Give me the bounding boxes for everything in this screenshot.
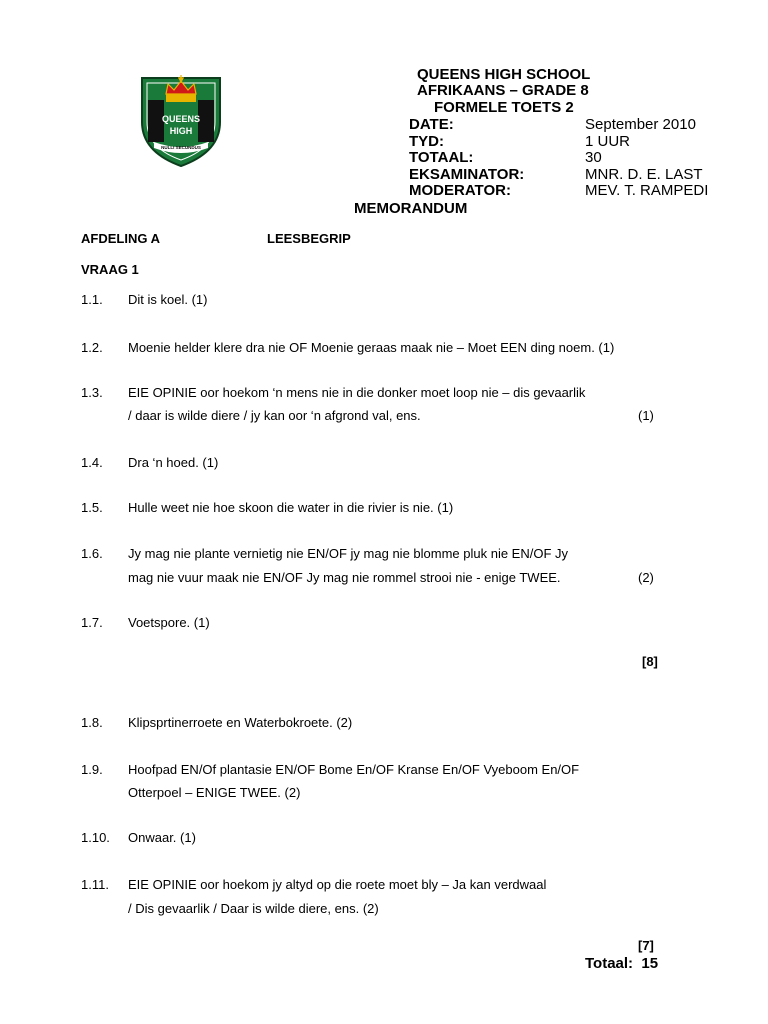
answer-text: Dit is koel. (1) <box>128 292 208 307</box>
answer-text: EIE OPINIE oor hoekom jy altyd op die roete moet bly – Ja kan verdwaal <box>128 877 547 892</box>
crest-text-line2: HIGH <box>169 126 193 136</box>
answer-number: 1.11. <box>81 877 109 892</box>
answer-text: Jy mag nie plante vernietig nie EN/OF jy mag nie blomme pluk nie EN/OF Jy <box>128 546 569 561</box>
answer-number: 1.9. <box>81 762 103 777</box>
answer-number: 1.10. <box>81 830 110 845</box>
grand-total-value: 15 <box>641 955 659 972</box>
school-name: QUEENS HIGH SCHOOL <box>417 66 591 83</box>
answer-text: Hoofpad EN/Of plantasie EN/OF Bome En/OF Kranse En/OF Vyeboom En/OF <box>128 762 580 777</box>
school-crest-logo <box>138 72 224 168</box>
answer-number: 1.4. <box>81 455 103 470</box>
answer-text: Dra ‘n hoed. (1) <box>128 455 219 470</box>
subject-grade: AFRIKAANS – GRADE 8 <box>417 82 589 99</box>
answer-text: Hulle weet nie hoe skoon die water in die rivier is nie. (1) <box>128 500 454 515</box>
meta-value-time: 1 UUR <box>585 133 631 150</box>
subtotal-mark: [7] <box>638 938 654 953</box>
question-heading: VRAAG 1 <box>81 262 139 277</box>
answer-text: Voetspore. (1) <box>128 615 210 630</box>
answer-text: Otterpoel – ENIGE TWEE. (2) <box>128 785 301 800</box>
meta-value-total: 30 <box>585 149 602 166</box>
grand-total-label: Totaal: <box>585 955 634 972</box>
test-name: FORMELE TOETS 2 <box>434 99 574 116</box>
answer-text: Moenie helder klere dra nie OF Moenie geraas maak nie – Moet EEN ding noem. (1) <box>128 340 615 355</box>
crest-right-bar <box>198 100 214 142</box>
memorandum-title: MEMORANDUM <box>354 200 468 217</box>
meta-label-examiner: EKSAMINATOR: <box>409 166 525 183</box>
section-name: AFDELING A <box>81 231 160 246</box>
answer-mark: (2) <box>638 570 654 585</box>
answer-text: EIE OPINIE oor hoekom ‘n mens nie in die donker moet loop nie – dis gevaarlik <box>128 385 586 400</box>
meta-label-moderator: MODERATOR: <box>409 182 511 199</box>
answer-text: mag nie vuur maak nie EN/OF Jy mag nie rommel strooi nie - enige TWEE. <box>128 570 561 585</box>
answer-number: 1.7. <box>81 615 103 630</box>
section-topic: LEESBEGRIP <box>267 231 351 246</box>
answer-mark: (1) <box>638 408 654 423</box>
answer-text: / daar is wilde diere / jy kan oor ‘n afgrond val, ens. <box>128 408 421 423</box>
meta-value-date: September 2010 <box>585 116 696 133</box>
answer-text: Onwaar. (1) <box>128 830 196 845</box>
crest-text-line1: QUEENS <box>161 114 201 124</box>
answer-text: Klipsprtinerroete en Waterbokroete. (2) <box>128 715 353 730</box>
answer-text: / Dis gevaarlik / Daar is wilde diere, ens. (2) <box>128 901 379 916</box>
answer-number: 1.5. <box>81 500 103 515</box>
crest-motto: NULLI SECUNDUS <box>161 145 201 150</box>
subtotal-mark: [8] <box>642 654 658 669</box>
meta-value-moderator: MEV. T. RAMPEDI <box>585 182 709 199</box>
answer-number: 1.1. <box>81 292 103 307</box>
answer-number: 1.6. <box>81 546 103 561</box>
answer-number: 1.3. <box>81 385 103 400</box>
answer-number: 1.2. <box>81 340 103 355</box>
meta-label-total: TOTAAL: <box>409 149 474 166</box>
answer-number: 1.8. <box>81 715 103 730</box>
meta-value-examiner: MNR. D. E. LAST <box>585 166 703 183</box>
meta-label-date: DATE: <box>409 116 454 133</box>
grand-total <box>585 955 658 972</box>
meta-label-time: TYD: <box>409 133 444 150</box>
